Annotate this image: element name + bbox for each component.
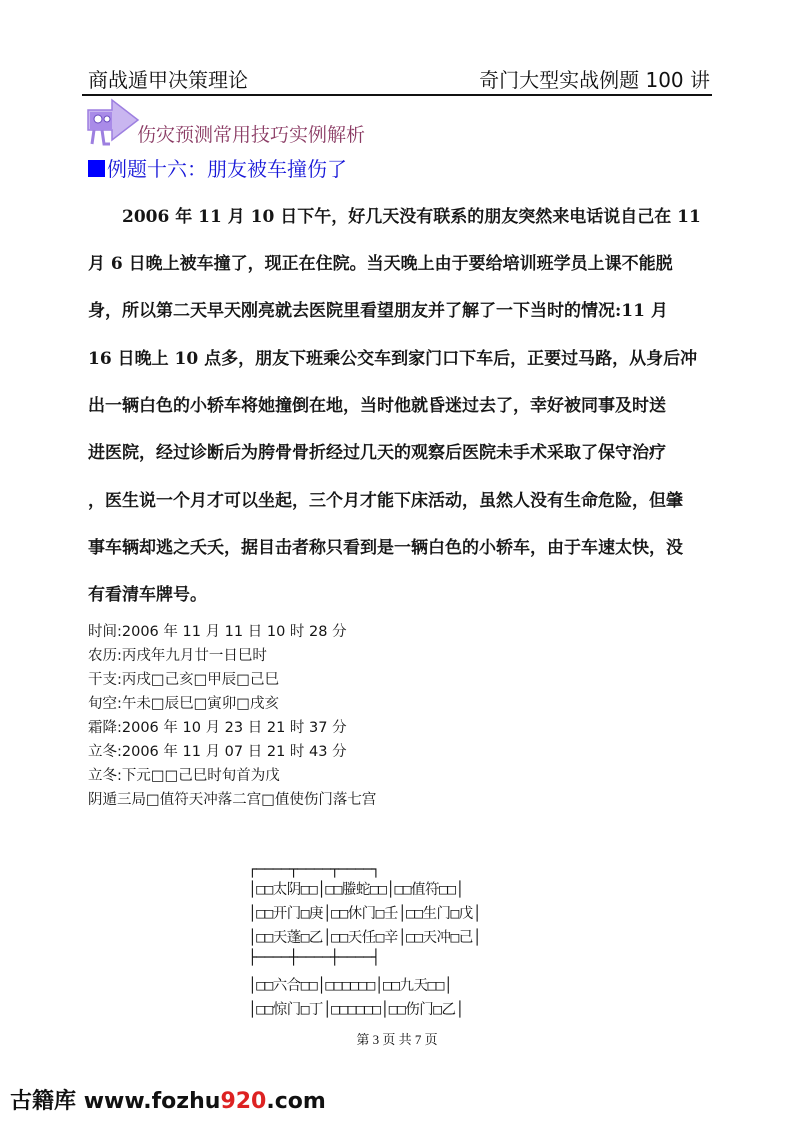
body-line: 身，所以第二天早天刚亮就去医院里看望朋友并了解了一下当时的情况:11 月 — [88, 301, 668, 321]
body-line: 2006 年 11 月 10 日下午，好几天没有联系的朋友突然来电话说自己在 11 — [88, 207, 701, 227]
example-title-text: 例题十六：朋友被车撞伤了 — [107, 157, 347, 181]
body-line: 有看清车牌号。 — [88, 585, 207, 605]
chart-grid-line: ┌────┬────┬────┐ — [248, 862, 380, 878]
body-line: 16 日晚上 10 点多，朋友下班乘公交车到家门口下车后，正要过马路，从身后冲 — [88, 349, 698, 369]
chart-grid-line: │□□惊门□丁│□□□□□□│□□伤门□乙│ — [248, 1002, 464, 1018]
watermark-domain-prefix: www.fozhu — [83, 1089, 221, 1114]
chart-grid-line: │□□开门□庚│□□休门□壬│□□生门□戊│ — [248, 906, 481, 922]
watermark — [10, 1084, 326, 1115]
info-lidong-yuan: 立冬:下元□□己巳时旬首为戊 — [88, 768, 280, 784]
page-number: 第 3 页 共 7 页 — [356, 1032, 438, 1047]
chart-grid-line: │□□太阴□□│□□螣蛇□□│□□值符□□│ — [248, 882, 464, 898]
section-title: 伤灾预测常用技巧实例解析 — [137, 124, 366, 146]
watermark-domain-suffix: .com — [266, 1089, 326, 1114]
info-ju: 阴遁三局□值符天冲落二宫□值使伤门落七宫 — [88, 792, 377, 808]
watermark-cn: 古籍库 — [10, 1089, 77, 1114]
info-time: 时间:2006 年 11 月 11 日 10 时 28 分 — [88, 624, 347, 640]
body-line: 出一辆白色的小轿车将她撞倒在地，当时他就昏迷过去了，幸好被同事及时送 — [88, 396, 666, 416]
info-ganzhi: 干支:丙戌□己亥□甲辰□己巳 — [88, 672, 279, 688]
chart-grid-line: │□□六合□□│□□□□□□│□□九天□□│ — [248, 978, 453, 994]
watermark-domain — [84, 1089, 326, 1114]
body-line: 进医院，经过诊断后为胯骨骨折经过几天的观察后医院未手术采取了保守治疗 — [88, 443, 666, 463]
header-right-title: 奇门大型实战例题 100 讲 — [479, 68, 710, 92]
chart-grid-line: ├────┼────┼────┤ — [248, 950, 380, 966]
body-line: 事车辆却逃之夭夭，据目击者称只看到是一辆白色的小轿车，由于车速太快，没 — [88, 538, 683, 558]
info-lunar: 农历:丙戌年九月廿一日巳时 — [88, 648, 267, 664]
arrow-mascot-icon — [86, 98, 140, 148]
body-line: ，医生说一个月才可以坐起，三个月才能下床活动，虽然人没有生命危险，但肇 — [88, 491, 683, 511]
info-shuangjiang: 霜降:2006 年 10 月 23 日 21 时 37 分 — [88, 720, 347, 736]
info-xunkong: 旬空:午未□辰巳□寅卯□戌亥 — [88, 696, 279, 712]
watermark-domain-number: 920 — [220, 1089, 267, 1114]
example-title — [88, 153, 347, 182]
square-bullet-icon — [88, 160, 105, 177]
header-divider — [82, 94, 712, 96]
body-line: 月 6 日晚上被车撞了，现正在住院。当天晚上由于要给培训班学员上课不能脱 — [88, 254, 673, 274]
info-lidong: 立冬:2006 年 11 月 07 日 21 时 43 分 — [88, 744, 347, 760]
chart-grid-line: │□□天蓬□乙│□□天任□辛│□□天冲□己│ — [248, 930, 481, 946]
header-left-title: 商战遁甲决策理论 — [88, 68, 248, 92]
